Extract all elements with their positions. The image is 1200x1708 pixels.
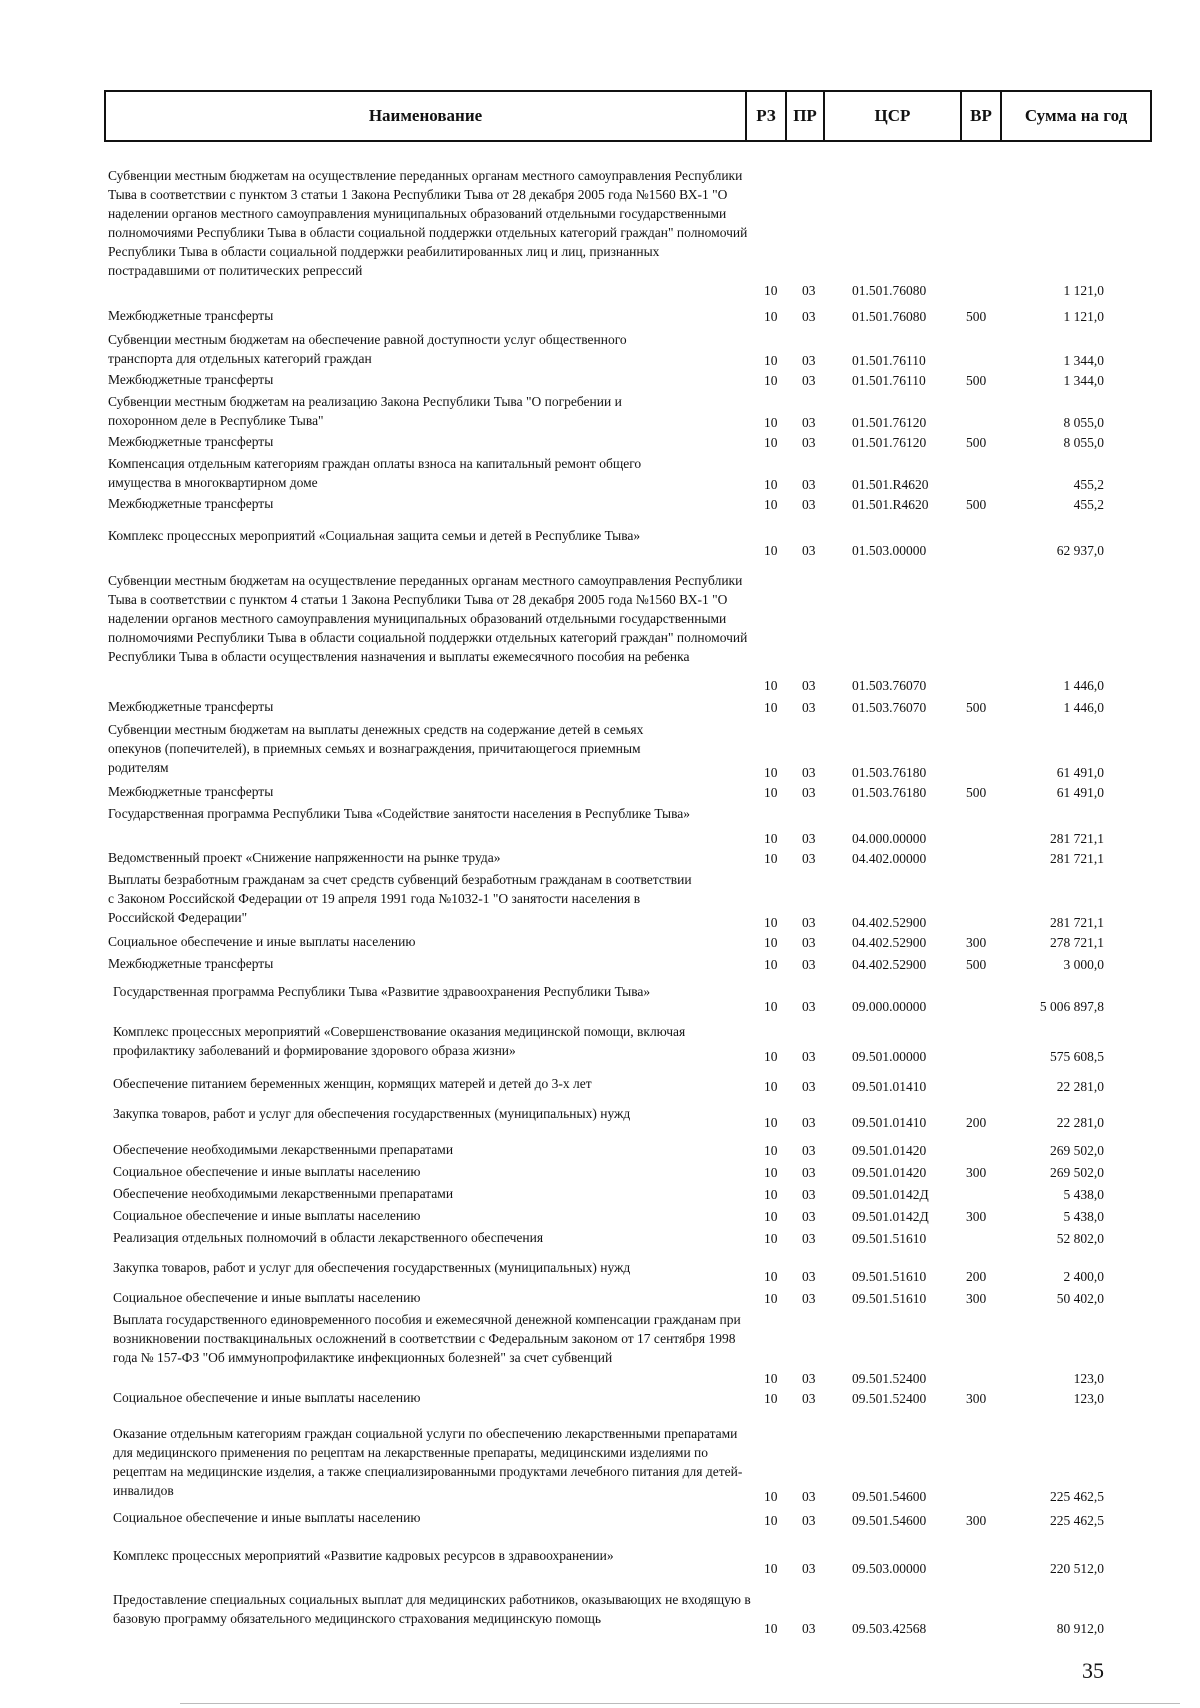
row-pr: 03 xyxy=(802,678,816,693)
row-csr: 09.501.00000 xyxy=(852,1049,927,1064)
row-vr: 300 xyxy=(966,1391,987,1406)
row-vr: 300 xyxy=(966,1165,987,1180)
row-name: Межбюджетные трансферты xyxy=(108,496,274,511)
row-csr: 04.402.00000 xyxy=(852,851,927,866)
row-sum: 80 912,0 xyxy=(1056,1621,1104,1636)
row-pr: 03 xyxy=(802,765,816,780)
row-name: Социальное обеспечение и иные выплаты населению xyxy=(113,1390,421,1405)
row-sum: 5 438,0 xyxy=(1063,1209,1104,1224)
row-name: Комплекс процессных мероприятий «Социальная защита семьи и детей в Республике Тыва» xyxy=(108,528,641,543)
row-rz: 10 xyxy=(764,851,778,866)
row-csr: 09.501.51610 xyxy=(852,1231,927,1246)
row-csr: 09.501.54600 xyxy=(852,1489,927,1504)
row-rz: 10 xyxy=(764,1621,778,1636)
row-pr: 03 xyxy=(802,1143,816,1158)
table-row xyxy=(0,432,1200,452)
row-csr: 09.501.51610 xyxy=(852,1291,927,1306)
table-row xyxy=(0,982,1200,1016)
table-row xyxy=(0,1258,1200,1286)
row-csr: 04.402.52900 xyxy=(852,935,927,950)
header-rz: РЗ xyxy=(747,92,787,140)
row-rz: 10 xyxy=(764,1049,778,1064)
row-vr: 500 xyxy=(966,700,987,715)
row-rz: 10 xyxy=(764,1143,778,1158)
row-csr: 01.501.76080 xyxy=(852,309,927,324)
row-name: Субвенции местным бюджетам на осуществление переданных органам местного самоуправления Республики Тыва в соответствии с пунктом 4 статьи 1 Закона Республики Тыва от 28 декабря 2005 года №1560 ВХ-1 "О наделении органов местного самоуправления муниципальных образований отдельными государственными полномочиями Республики Тыва в области социальной поддержки отдельных категорий граждан" полномочий Республики Тыва в области осуществления назначения и выплаты ежемесячного пособия на ребенка xyxy=(108,573,748,664)
row-rz: 10 xyxy=(764,1115,778,1130)
row-pr: 03 xyxy=(802,353,816,368)
row-sum: 455,2 xyxy=(1073,477,1104,492)
row-name: Субвенции местным бюджетам на обеспечение равной доступности услуг общественного транспорта для отдельных категорий граждан xyxy=(108,332,627,366)
row-pr: 03 xyxy=(802,1489,816,1504)
table-row xyxy=(0,392,1200,432)
row-vr: 300 xyxy=(966,1513,987,1528)
row-csr: 01.501.76110 xyxy=(852,373,926,388)
row-csr: 09.501.52400 xyxy=(852,1391,927,1406)
table-row xyxy=(0,330,1200,370)
row-sum: 1 121,0 xyxy=(1063,283,1104,298)
row-rz: 10 xyxy=(764,1187,778,1202)
row-vr: 500 xyxy=(966,497,987,512)
row-sum: 123,0 xyxy=(1073,1391,1104,1406)
row-name: Обеспечение необходимыми лекарственными препаратами xyxy=(113,1186,454,1201)
row-rz: 10 xyxy=(764,1291,778,1306)
table-row xyxy=(0,1310,1200,1388)
row-name: Субвенции местным бюджетам на выплаты денежных средств на содержание детей в семьях опекунов (попечителей), в приемных семьях и вознаграждения, причитающегося приемным родителям xyxy=(108,722,644,775)
table-row xyxy=(0,1184,1200,1204)
row-pr: 03 xyxy=(802,1187,816,1202)
row-rz: 10 xyxy=(764,1165,778,1180)
row-name: Межбюджетные трансферты xyxy=(108,434,274,449)
row-pr: 03 xyxy=(802,785,816,800)
row-csr: 01.501.76120 xyxy=(852,415,927,430)
row-csr: 01.503.76070 xyxy=(852,678,927,693)
table-row xyxy=(0,1590,1200,1638)
row-rz: 10 xyxy=(764,1371,778,1386)
row-name: Социальное обеспечение и иные выплаты населению xyxy=(108,934,416,949)
table-row xyxy=(0,782,1200,802)
row-sum: 281 721,1 xyxy=(1050,851,1104,866)
row-name: Ведомственный проект «Снижение напряженности на рынке труда» xyxy=(108,850,501,865)
row-sum: 22 281,0 xyxy=(1056,1079,1104,1094)
row-rz: 10 xyxy=(764,1513,778,1528)
row-csr: 01.503.00000 xyxy=(852,543,927,558)
table-row xyxy=(0,804,1200,848)
row-rz: 10 xyxy=(764,373,778,388)
row-pr: 03 xyxy=(802,435,816,450)
row-sum: 1 344,0 xyxy=(1063,373,1104,388)
row-csr: 04.000.00000 xyxy=(852,831,927,846)
row-sum: 1 121,0 xyxy=(1063,309,1104,324)
row-sum: 278 721,1 xyxy=(1050,935,1104,950)
row-vr: 500 xyxy=(966,957,987,972)
row-name: Субвенции местным бюджетам на реализацию Закона Республики Тыва "О погребении и похоронном деле в Республике Тыва" xyxy=(108,394,622,428)
row-sum: 61 491,0 xyxy=(1056,765,1104,780)
row-csr: 01.501.76120 xyxy=(852,435,927,450)
row-csr: 09.000.00000 xyxy=(852,999,927,1014)
row-rz: 10 xyxy=(764,957,778,972)
row-rz: 10 xyxy=(764,678,778,693)
footer-rule xyxy=(180,1703,1180,1704)
row-rz: 10 xyxy=(764,999,778,1014)
row-pr: 03 xyxy=(802,831,816,846)
row-name: Социальное обеспечение и иные выплаты населению xyxy=(113,1510,421,1525)
row-rz: 10 xyxy=(764,1489,778,1504)
row-rz: 10 xyxy=(764,415,778,430)
table-row xyxy=(0,1288,1200,1308)
row-rz: 10 xyxy=(764,935,778,950)
row-sum: 225 462,5 xyxy=(1050,1513,1104,1528)
row-sum: 52 802,0 xyxy=(1056,1231,1104,1246)
table-row xyxy=(0,1074,1200,1096)
page-number: 35 xyxy=(1082,1658,1104,1683)
row-csr: 09.503.00000 xyxy=(852,1561,927,1576)
row-pr: 03 xyxy=(802,415,816,430)
row-name: Компенсация отдельным категориям граждан оплаты взноса на капитальный ремонт общего имущества в многоквартирном доме xyxy=(108,456,642,490)
header-sum: Сумма на год xyxy=(1024,106,1128,125)
row-vr: 200 xyxy=(966,1269,987,1284)
row-csr: 09.501.0142Д xyxy=(852,1209,929,1224)
row-rz: 10 xyxy=(764,1209,778,1224)
row-pr: 03 xyxy=(802,497,816,512)
row-name: Обеспечение необходимыми лекарственными препаратами xyxy=(113,1142,454,1157)
table-row xyxy=(0,954,1200,974)
row-csr: 09.501.01420 xyxy=(852,1165,927,1180)
row-name: Социальное обеспечение и иные выплаты населению xyxy=(113,1208,421,1223)
row-name: Комплекс процессных мероприятий «Развитие кадровых ресурсов в здравоохранении» xyxy=(113,1548,614,1563)
table-row xyxy=(0,370,1200,390)
table-row xyxy=(0,1546,1200,1578)
row-pr: 03 xyxy=(802,543,816,558)
row-sum: 22 281,0 xyxy=(1056,1115,1104,1130)
row-name: Социальное обеспечение и иные выплаты населению xyxy=(113,1290,421,1305)
row-name: Субвенции местным бюджетам на осуществление переданных органам местного самоуправления Республики Тыва в соответствии с пунктом 3 статьи 1 Закона Республики Тыва от 28 декабря 2005 года №1560 ВХ-1 "О наделении органов местного самоуправления муниципальных образований отдельными государственными полномочиями Республики Тыва в области социальной поддержки отдельных категорий граждан" полномочий Республики Тыва в области социальной поддержки реабилитированных лиц и лиц, признанных пострадавшими от политических репрессий xyxy=(108,168,748,278)
table-row xyxy=(0,526,1200,560)
row-name: Межбюджетные трансферты xyxy=(108,308,274,323)
row-rz: 10 xyxy=(764,1079,778,1094)
row-rz: 10 xyxy=(764,353,778,368)
row-rz: 10 xyxy=(764,915,778,930)
row-pr: 03 xyxy=(802,373,816,388)
row-pr: 03 xyxy=(802,1165,816,1180)
row-name: Межбюджетные трансферты xyxy=(108,699,274,714)
row-pr: 03 xyxy=(802,477,816,492)
row-rz: 10 xyxy=(764,543,778,558)
table-row xyxy=(0,1022,1200,1066)
row-vr: 500 xyxy=(966,785,987,800)
table-row xyxy=(0,870,1200,932)
row-pr: 03 xyxy=(802,1209,816,1224)
row-name: Обеспечение питанием беременных женщин, кормящих матерей и детей до 3-х лет xyxy=(113,1076,592,1091)
row-name: Межбюджетные трансферты xyxy=(108,784,274,799)
row-sum: 123,0 xyxy=(1073,1371,1104,1386)
row-sum: 2 400,0 xyxy=(1063,1269,1104,1284)
table-row xyxy=(0,932,1200,952)
row-sum: 62 937,0 xyxy=(1056,543,1104,558)
row-pr: 03 xyxy=(802,1269,816,1284)
row-pr: 03 xyxy=(802,1391,816,1406)
row-sum: 220 512,0 xyxy=(1050,1561,1104,1576)
row-sum: 1 446,0 xyxy=(1063,678,1104,693)
row-csr: 01.503.76180 xyxy=(852,765,927,780)
table-row xyxy=(0,1206,1200,1226)
row-name: Предоставление специальных социальных выплат для медицинских работников, оказывающих не входящую в базовую программу обязательного медицинского страхования медицинскую помощь xyxy=(113,1592,751,1626)
row-sum: 50 402,0 xyxy=(1056,1291,1104,1306)
row-rz: 10 xyxy=(764,785,778,800)
row-sum: 61 491,0 xyxy=(1056,785,1104,800)
row-rz: 10 xyxy=(764,700,778,715)
row-sum: 3 000,0 xyxy=(1063,957,1104,972)
header-name: Наименование xyxy=(106,92,747,140)
row-sum: 269 502,0 xyxy=(1050,1143,1104,1158)
row-rz: 10 xyxy=(764,497,778,512)
row-sum: 269 502,0 xyxy=(1050,1165,1104,1180)
row-csr: 09.501.01420 xyxy=(852,1143,927,1158)
row-vr: 300 xyxy=(966,935,987,950)
row-pr: 03 xyxy=(802,999,816,1014)
row-sum: 281 721,1 xyxy=(1050,831,1104,846)
row-csr: 09.501.52400 xyxy=(852,1371,927,1386)
row-sum: 5 006 897,8 xyxy=(1039,999,1104,1014)
row-name: Закупка товаров, работ и услуг для обеспечения государственных (муниципальных) нужд xyxy=(113,1106,631,1121)
row-csr: 09.503.42568 xyxy=(852,1621,927,1636)
row-name: Выплата государственного единовременного пособия и ежемесячной денежной компенсации гражданам при возникновении поствакцинальных осложнений в соответствии с Федеральным законом от 17 сентября 1998 года № 157-ФЗ "Об иммунопрофилактике инфекционных болезней" за счет субвенций xyxy=(113,1312,741,1365)
table-row xyxy=(0,720,1200,782)
row-name: Государственная программа Республики Тыва «Развитие здравоохранения Республики Тыва» xyxy=(113,984,651,999)
row-sum: 1 446,0 xyxy=(1063,700,1104,715)
row-sum: 575 608,5 xyxy=(1050,1049,1104,1064)
row-pr: 03 xyxy=(802,1291,816,1306)
table-row xyxy=(0,1508,1200,1530)
row-csr: 09.501.54600 xyxy=(852,1513,927,1528)
row-name: Оказание отдельным категориям граждан социальной услуги по обеспечению лекарственными препаратами для медицинского применения по рецептам на лекарственные препараты, медицинскими изделиями по рецептам на медицинские изделия, а также специализированными продуктами лечебного питания для детей-инвалидов xyxy=(113,1426,743,1498)
row-pr: 03 xyxy=(802,935,816,950)
row-csr: 01.501.R4620 xyxy=(852,477,929,492)
row-rz: 10 xyxy=(764,283,778,298)
row-rz: 10 xyxy=(764,1561,778,1576)
row-name: Комплекс процессных мероприятий «Совершенствование оказания медицинской помощи, включая профилактику заболеваний и формирование здорового образа жизни» xyxy=(113,1024,686,1058)
row-csr: 01.501.76080 xyxy=(852,283,927,298)
header-pr: ПР xyxy=(787,92,825,140)
row-pr: 03 xyxy=(802,309,816,324)
row-sum: 1 344,0 xyxy=(1063,353,1104,368)
row-pr: 03 xyxy=(802,1231,816,1246)
row-sum: 225 462,5 xyxy=(1050,1489,1104,1504)
row-pr: 03 xyxy=(802,1513,816,1528)
row-name: Государственная программа Республики Тыва «Содействие занятости населения в Республике Тыва» xyxy=(108,806,691,821)
table-row xyxy=(0,1228,1200,1248)
row-vr: 500 xyxy=(966,309,987,324)
row-rz: 10 xyxy=(764,435,778,450)
row-csr: 01.501.R4620 xyxy=(852,497,929,512)
row-name: Социальное обеспечение и иные выплаты населению xyxy=(113,1164,421,1179)
row-sum: 281 721,1 xyxy=(1050,915,1104,930)
row-rz: 10 xyxy=(764,1231,778,1246)
row-rz: 10 xyxy=(764,1269,778,1284)
table-row xyxy=(0,1104,1200,1132)
row-rz: 10 xyxy=(764,477,778,492)
table-row xyxy=(0,697,1200,717)
row-pr: 03 xyxy=(802,1079,816,1094)
table-row xyxy=(0,848,1200,868)
row-pr: 03 xyxy=(802,1621,816,1636)
row-rz: 10 xyxy=(764,765,778,780)
row-csr: 04.402.52900 xyxy=(852,915,927,930)
row-name: Межбюджетные трансферты xyxy=(108,372,274,387)
row-csr: 09.501.01410 xyxy=(852,1115,927,1130)
header-csr: ЦСР xyxy=(825,92,962,140)
row-rz: 10 xyxy=(764,1391,778,1406)
table-row xyxy=(0,1140,1200,1160)
row-pr: 03 xyxy=(802,915,816,930)
row-sum: 8 055,0 xyxy=(1063,435,1104,450)
table-row xyxy=(0,306,1200,326)
row-csr: 01.503.76070 xyxy=(852,700,927,715)
row-name: Реализация отдельных полномочий в области лекарственного обеспечения xyxy=(113,1230,544,1245)
row-csr: 09.501.01410 xyxy=(852,1079,927,1094)
row-vr: 500 xyxy=(966,435,987,450)
row-sum: 8 055,0 xyxy=(1063,415,1104,430)
header-vr: ВР xyxy=(962,92,1002,140)
row-pr: 03 xyxy=(802,1049,816,1064)
row-pr: 03 xyxy=(802,1371,816,1386)
row-vr: 500 xyxy=(966,373,987,388)
row-pr: 03 xyxy=(802,957,816,972)
table-row xyxy=(0,494,1200,514)
row-csr: 09.501.0142Д xyxy=(852,1187,929,1202)
row-rz: 10 xyxy=(764,309,778,324)
row-sum: 5 438,0 xyxy=(1063,1187,1104,1202)
table-row xyxy=(0,166,1200,300)
table-row xyxy=(0,1162,1200,1182)
row-pr: 03 xyxy=(802,700,816,715)
row-vr: 200 xyxy=(966,1115,987,1130)
table-header xyxy=(104,90,1152,142)
row-name: Закупка товаров, работ и услуг для обеспечения государственных (муниципальных) нужд xyxy=(113,1260,631,1275)
table-row xyxy=(0,571,1200,695)
row-csr: 01.503.76180 xyxy=(852,785,927,800)
table-row xyxy=(0,1388,1200,1408)
row-name: Выплаты безработным гражданам за счет средств субвенций безработным гражданам в соответствии с Законом Российской Федерации от 19 апреля 1991 года №1032-1 "О занятости населения в Российской Федерации" xyxy=(108,872,692,925)
row-pr: 03 xyxy=(802,283,816,298)
row-csr: 04.402.52900 xyxy=(852,957,927,972)
row-name: Межбюджетные трансферты xyxy=(108,956,274,971)
row-rz: 10 xyxy=(764,831,778,846)
row-pr: 03 xyxy=(802,1115,816,1130)
table-row xyxy=(0,1424,1200,1506)
row-vr: 300 xyxy=(966,1209,987,1224)
row-vr: 300 xyxy=(966,1291,987,1306)
row-pr: 03 xyxy=(802,851,816,866)
table-row xyxy=(0,454,1200,494)
row-csr: 01.501.76110 xyxy=(852,353,926,368)
row-pr: 03 xyxy=(802,1561,816,1576)
row-sum: 455,2 xyxy=(1073,497,1104,512)
row-csr: 09.501.51610 xyxy=(852,1269,927,1284)
